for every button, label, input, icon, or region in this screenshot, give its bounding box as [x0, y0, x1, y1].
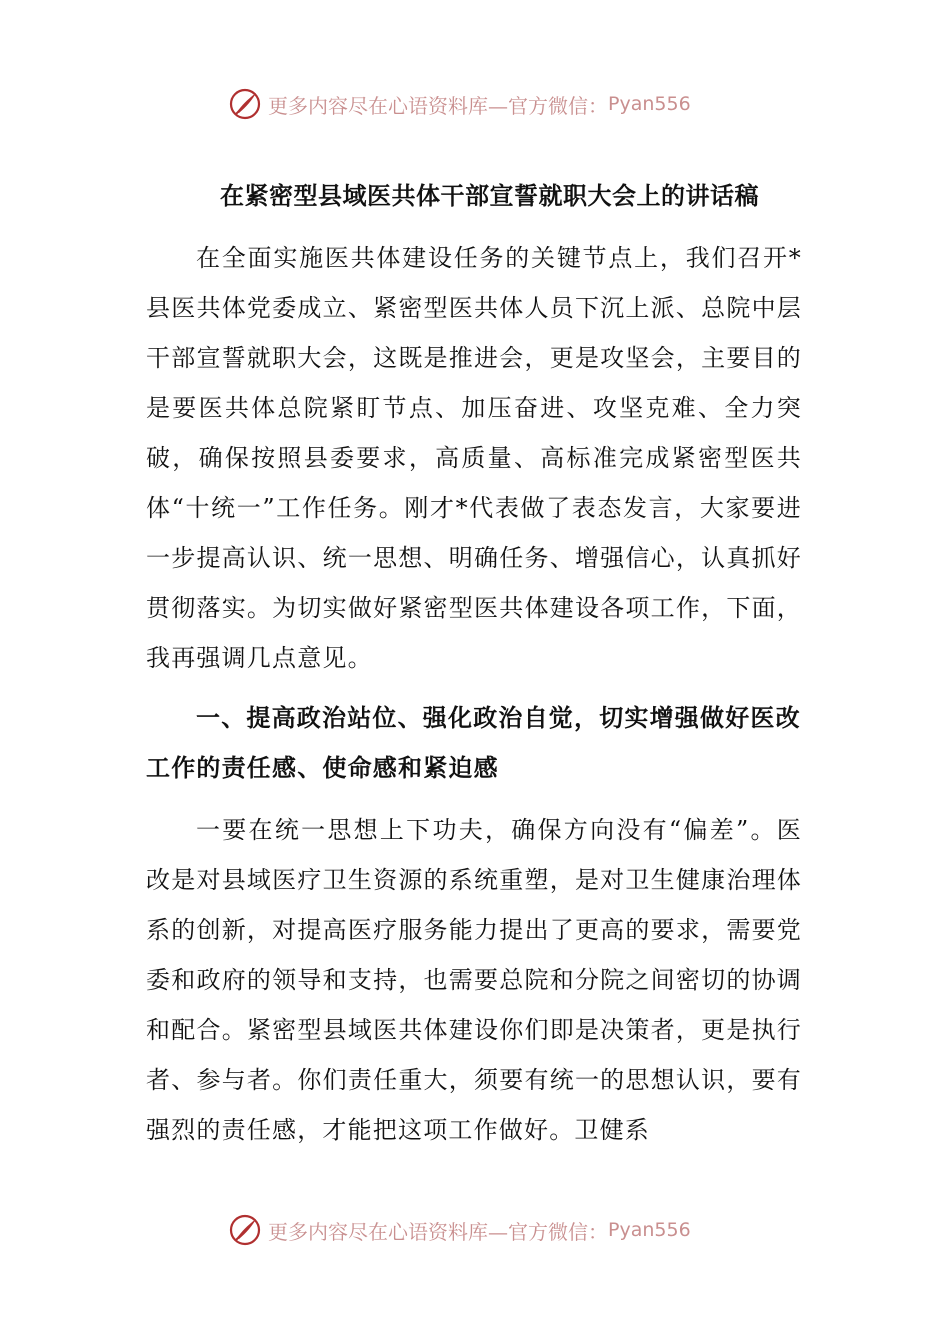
watermark-wechat-id: Pyan556	[608, 93, 691, 115]
quill-logo-icon	[228, 1213, 262, 1247]
watermark-wechat-id: Pyan556	[608, 1219, 691, 1241]
section-1-paragraph-1: 一要在统一思想上下功夫，确保方向没有“偏差”。医改是对县域医疗卫生资源的系统重塑，是对卫生健康治理体系的创新，对提高医疗服务能力提出了更高的要求，需要党委和政府的领导和支持，也需要总院和分院之间密切的协调和配合。紧密型县域医共体建设你们即是决策者，更是执行者、参与者。你们责任重大，须要有统一的思想认识，要有强烈的责任感，才能把这项工作做好。卫健系	[146, 816, 802, 1144]
intro-paragraph: 在全面实施医共体建设任务的关键节点上，我们召开*县医共体党委成立、紧密型医共体人员下沉上派、总院中层干部宣誓就职大会，这既是推进会，更是攻坚会，主要目的是要医共体总院紧盯节点、加压奋进、攻坚克难、全力突破，确保按照县委要求，高质量、高标准完成紧密型医共体“十统一”工作任务。刚才*代表做了表态发言，大家要进一步提高认识、统一思想、明确任务、增强信心，认真抓好贯彻落实。为切实做好紧密型医共体建设各项工作，下面，我再强调几点意见。	[146, 244, 802, 672]
watermark-text: 更多内容尽在心语资料库—官方微信：	[268, 93, 608, 118]
watermark-text: 更多内容尽在心语资料库—官方微信：	[268, 1219, 608, 1244]
quill-logo-icon	[228, 87, 262, 121]
document-title: 在紧密型县域医共体干部宣誓就职大会上的讲话稿	[220, 181, 759, 210]
watermark-footer	[228, 1212, 748, 1248]
section-heading-1: 一、提高政治站位、强化政治自觉，切实增强做好医改工作的责任感、使命感和紧迫感	[146, 704, 801, 782]
watermark-header	[228, 86, 748, 122]
